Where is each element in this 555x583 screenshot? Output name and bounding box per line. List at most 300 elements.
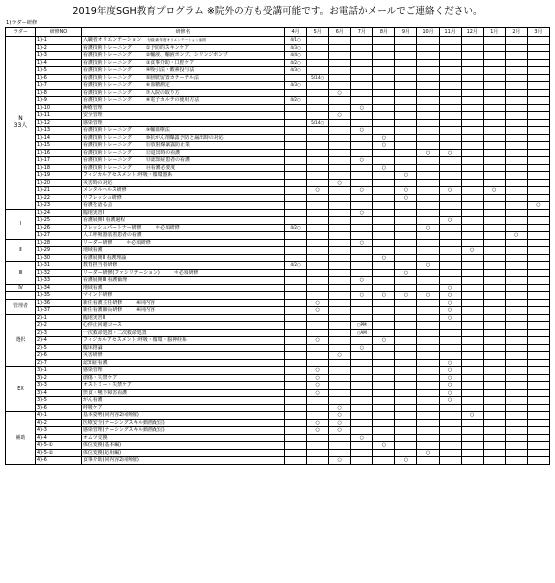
schedule-cell: [329, 292, 351, 300]
schedule-cell: [505, 44, 527, 52]
schedule-cell: [483, 224, 505, 232]
training-number: 1)-36: [36, 299, 82, 307]
schedule-mark: ○: [307, 374, 329, 382]
training-name: [82, 299, 285, 307]
training-title: 看護技術トレーニング: [83, 157, 132, 163]
schedule-cell: [373, 44, 395, 52]
schedule-cell: [417, 359, 439, 367]
schedule-cell: [417, 209, 439, 217]
schedule-cell: [373, 367, 395, 375]
schedule-cell: [351, 142, 373, 150]
schedule-cell: [351, 419, 373, 427]
training-name: [82, 104, 285, 112]
training-name: [82, 344, 285, 352]
schedule-cell: [527, 374, 549, 382]
schedule-cell: [395, 74, 417, 82]
schedule-mark: ○: [307, 337, 329, 345]
schedule-cell: [351, 202, 373, 210]
training-name: [82, 457, 285, 465]
schedule-cell: [351, 44, 373, 52]
schedule-cell: [527, 217, 549, 225]
schedule-cell: [461, 419, 483, 427]
schedule-mark: 4/2○: [285, 97, 307, 105]
schedule-cell: [285, 89, 307, 97]
header-month: 7月: [351, 28, 373, 37]
training-title: オムツ交換: [83, 434, 108, 441]
schedule-cell: [461, 344, 483, 352]
schedule-cell: [483, 89, 505, 97]
schedule-mark: ○: [395, 269, 417, 277]
training-title: 看護技術トレーニング: [83, 67, 132, 73]
schedule-cell: [527, 299, 549, 307]
schedule-cell: [417, 344, 439, 352]
schedule-cell: [417, 382, 439, 390]
schedule-cell: [351, 307, 373, 315]
schedule-cell: [439, 209, 461, 217]
schedule-cell: [373, 224, 395, 232]
schedule-cell: [351, 52, 373, 60]
ladder-level-cell: 補助: [6, 412, 36, 465]
schedule-cell: [395, 157, 417, 165]
schedule-cell: [395, 119, 417, 127]
schedule-cell: [307, 44, 329, 52]
schedule-mark: ○: [395, 187, 417, 195]
training-title: 体位変換(基本編): [83, 442, 122, 448]
schedule-cell: [461, 277, 483, 285]
schedule-cell: [329, 172, 351, 180]
schedule-cell: [505, 224, 527, 232]
schedule-cell: [439, 247, 461, 255]
schedule-mark: ○: [373, 164, 395, 172]
schedule-cell: [329, 209, 351, 217]
schedule-mark: ○: [417, 292, 439, 300]
schedule-cell: [373, 344, 395, 352]
ladder-level-cell: Ⅱ: [6, 239, 36, 262]
schedule-cell: [417, 412, 439, 420]
schedule-cell: [285, 434, 307, 442]
table-row: [6, 337, 550, 345]
schedule-cell: [395, 164, 417, 172]
training-title: 臨床推論: [83, 344, 103, 351]
training-name: [82, 374, 285, 382]
table-row: [6, 89, 550, 97]
schedule-cell: [527, 449, 549, 457]
schedule-cell: [439, 37, 461, 45]
schedule-cell: [417, 277, 439, 285]
training-name: [82, 224, 285, 232]
training-detail: ＊必須研修: [126, 239, 151, 246]
schedule-cell: [505, 67, 527, 75]
schedule-cell: [417, 67, 439, 75]
training-name: [82, 59, 285, 67]
table-row: [6, 352, 550, 360]
schedule-cell: [373, 412, 395, 420]
training-number: 2)-3: [36, 329, 82, 337]
schedule-cell: [329, 382, 351, 390]
training-name: [82, 157, 285, 165]
schedule-cell: [373, 37, 395, 45]
schedule-cell: [373, 179, 395, 187]
table-row: [6, 404, 550, 412]
table-row: [6, 419, 550, 427]
schedule-cell: [373, 217, 395, 225]
training-name: [82, 112, 285, 120]
table-row: [6, 434, 550, 442]
schedule-cell: [285, 112, 307, 120]
schedule-cell: [505, 397, 527, 405]
schedule-mark: ○: [417, 262, 439, 270]
schedule-cell: [483, 404, 505, 412]
schedule-cell: [351, 74, 373, 82]
schedule-cell: [395, 329, 417, 337]
schedule-cell: [395, 449, 417, 457]
schedule-cell: [351, 314, 373, 322]
table-row: [6, 254, 550, 262]
schedule-cell: [527, 224, 549, 232]
schedule-cell: [439, 119, 461, 127]
schedule-cell: [329, 127, 351, 135]
schedule-cell: [373, 427, 395, 435]
schedule-cell: [439, 59, 461, 67]
header-training-name: 研修名: [82, 28, 285, 37]
schedule-cell: [439, 52, 461, 60]
training-number: 3)-5: [36, 397, 82, 405]
schedule-cell: [395, 112, 417, 120]
schedule-cell: [285, 157, 307, 165]
training-name: [82, 367, 285, 375]
schedule-cell: [307, 67, 329, 75]
training-title: 臨地実習Ⅱ: [83, 314, 105, 321]
training-name: [82, 67, 285, 75]
schedule-cell: [417, 127, 439, 135]
schedule-cell: [461, 202, 483, 210]
schedule-cell: [373, 329, 395, 337]
training-number: 2)-6: [36, 352, 82, 360]
training-title: 新任看護主任研修: [83, 299, 123, 306]
training-number: 1)-25: [36, 217, 82, 225]
schedule-cell: [527, 187, 549, 195]
training-detail: ④吸引法・酸素投与法: [145, 67, 195, 73]
schedule-cell: [461, 269, 483, 277]
schedule-mark: ○: [373, 292, 395, 300]
schedule-cell: [461, 442, 483, 450]
schedule-cell: [307, 82, 329, 90]
schedule-cell: [461, 434, 483, 442]
schedule-mark: ○: [351, 157, 373, 165]
training-title: 看護技術トレーニング: [83, 134, 132, 141]
table-row: [6, 314, 550, 322]
table-row: [6, 382, 550, 390]
schedule-cell: [483, 427, 505, 435]
schedule-cell: [373, 209, 395, 217]
schedule-mark: ○: [307, 389, 329, 397]
training-number: 1)-18: [36, 164, 82, 172]
schedule-cell: [329, 74, 351, 82]
schedule-cell: [483, 374, 505, 382]
schedule-cell: [417, 404, 439, 412]
training-name: [82, 164, 285, 172]
training-number: 2)-7: [36, 359, 82, 367]
schedule-cell: [417, 59, 439, 67]
schedule-cell: [285, 187, 307, 195]
schedule-cell: [285, 404, 307, 412]
training-note: 付録:新年度オリエンテーション参照: [147, 38, 206, 42]
schedule-cell: [373, 194, 395, 202]
schedule-cell: [329, 217, 351, 225]
schedule-cell: [395, 44, 417, 52]
schedule-cell: [329, 314, 351, 322]
schedule-cell: [483, 254, 505, 262]
table-row: [6, 112, 550, 120]
schedule-cell: [417, 397, 439, 405]
schedule-cell: [527, 359, 549, 367]
training-number: 1)-19: [36, 172, 82, 180]
table-row: [6, 374, 550, 382]
schedule-cell: [483, 134, 505, 142]
schedule-cell: [285, 412, 307, 420]
schedule-cell: [505, 127, 527, 135]
schedule-cell: [329, 434, 351, 442]
schedule-cell: [483, 389, 505, 397]
schedule-cell: [285, 314, 307, 322]
table-row: [6, 187, 550, 195]
schedule-mark: ○: [461, 412, 483, 420]
schedule-mark: ○: [373, 442, 395, 450]
schedule-cell: [417, 217, 439, 225]
schedule-cell: [307, 59, 329, 67]
training-number: 4)-5-①: [36, 442, 82, 450]
training-name: [82, 419, 285, 427]
schedule-cell: [373, 89, 395, 97]
schedule-cell: [483, 412, 505, 420]
schedule-cell: [351, 359, 373, 367]
schedule-cell: [351, 217, 373, 225]
schedule-cell: [505, 187, 527, 195]
header-month: 3月: [527, 28, 549, 37]
schedule-cell: [461, 449, 483, 457]
schedule-cell: [351, 299, 373, 307]
schedule-cell: [285, 172, 307, 180]
training-detail: ③食事介助・口腔ケア: [145, 59, 195, 66]
schedule-cell: [461, 37, 483, 45]
training-number: 1)-14: [36, 134, 82, 142]
schedule-cell: [351, 449, 373, 457]
schedule-cell: [483, 337, 505, 345]
schedule-cell: [373, 449, 395, 457]
schedule-cell: [307, 232, 329, 240]
schedule-cell: [307, 209, 329, 217]
schedule-cell: [417, 284, 439, 292]
schedule-mark: ○: [329, 112, 351, 120]
schedule-cell: [373, 322, 395, 330]
training-name: [82, 382, 285, 390]
schedule-cell: [527, 149, 549, 157]
schedule-cell: [483, 67, 505, 75]
schedule-cell: [439, 89, 461, 97]
schedule-cell: [417, 119, 439, 127]
schedule-cell: [483, 277, 505, 285]
schedule-cell: [351, 164, 373, 172]
training-detail: ②輸液、輸液ポンプ、シリンジポンプ: [145, 52, 228, 58]
schedule-cell: [285, 449, 307, 457]
schedule-cell: [527, 442, 549, 450]
schedule-cell: [307, 329, 329, 337]
training-title: メンタルヘルス研修: [83, 187, 127, 193]
schedule-cell: [329, 367, 351, 375]
training-title: フィジカルアセスメント:呼吸・循環器系: [83, 172, 173, 178]
schedule-cell: [527, 67, 549, 75]
training-number: 3)-2: [36, 374, 82, 382]
schedule-cell: [307, 157, 329, 165]
schedule-cell: [527, 337, 549, 345]
schedule-mark: ○: [307, 419, 329, 427]
schedule-cell: [461, 254, 483, 262]
training-title: 人工呼吸器装着患者の看護: [83, 232, 142, 238]
schedule-cell: [527, 59, 549, 67]
training-number: 4)-1: [36, 412, 82, 420]
schedule-cell: [483, 194, 505, 202]
training-name: [82, 262, 285, 270]
schedule-cell: [351, 382, 373, 390]
schedule-mark: ○: [439, 292, 461, 300]
schedule-cell: [395, 134, 417, 142]
schedule-cell: [351, 119, 373, 127]
schedule-cell: [351, 112, 373, 120]
table-row: [6, 179, 550, 187]
schedule-cell: [351, 97, 373, 105]
schedule-cell: [461, 224, 483, 232]
schedule-cell: [285, 359, 307, 367]
schedule-cell: [395, 442, 417, 450]
schedule-cell: [439, 179, 461, 187]
training-name: [82, 37, 285, 45]
schedule-mark: ○: [373, 142, 395, 150]
training-detail: ⑪放射線暴露防止業: [145, 142, 190, 148]
schedule-cell: [329, 142, 351, 150]
schedule-cell: [417, 37, 439, 45]
training-name: [82, 74, 285, 82]
training-number: 4)-5-②: [36, 449, 82, 457]
schedule-cell: [461, 337, 483, 345]
schedule-cell: [505, 97, 527, 105]
schedule-cell: [307, 262, 329, 270]
schedule-cell: [505, 442, 527, 450]
schedule-cell: [351, 367, 373, 375]
schedule-mark: ○: [439, 367, 461, 375]
schedule-cell: [527, 277, 549, 285]
training-detail: ※同内容: [136, 307, 155, 313]
schedule-cell: [395, 254, 417, 262]
schedule-cell: [505, 277, 527, 285]
schedule-cell: [439, 457, 461, 465]
schedule-cell: [505, 322, 527, 330]
training-name: [82, 119, 285, 127]
schedule-cell: [307, 164, 329, 172]
training-title: 地域看護: [83, 247, 103, 253]
schedule-cell: [417, 374, 439, 382]
training-name: [82, 352, 285, 360]
schedule-cell: [483, 74, 505, 82]
schedule-cell: [395, 352, 417, 360]
schedule-cell: [329, 59, 351, 67]
header-month: 6月: [329, 28, 351, 37]
schedule-cell: [351, 247, 373, 255]
schedule-cell: [505, 142, 527, 150]
schedule-cell: [373, 232, 395, 240]
training-detail: ＊必須研修: [155, 224, 180, 231]
schedule-mark: ○: [439, 187, 461, 195]
schedule-cell: [329, 224, 351, 232]
schedule-cell: [285, 329, 307, 337]
schedule-cell: [461, 292, 483, 300]
schedule-cell: [483, 419, 505, 427]
schedule-cell: [329, 247, 351, 255]
schedule-cell: [307, 254, 329, 262]
schedule-cell: [527, 307, 549, 315]
schedule-mark: ○: [329, 419, 351, 427]
schedule-cell: [285, 104, 307, 112]
table-row: [6, 292, 550, 300]
schedule-cell: [417, 104, 439, 112]
schedule-cell: [439, 449, 461, 457]
training-number: 1)-8: [36, 89, 82, 97]
schedule-cell: [461, 157, 483, 165]
training-title: 一次救命処置・二次救命処置: [83, 329, 147, 336]
schedule-cell: [395, 344, 417, 352]
schedule-cell: [417, 172, 439, 180]
training-detail: ⑤膀胱留置カテーテル法: [145, 74, 199, 81]
schedule-cell: [307, 239, 329, 247]
schedule-cell: [483, 292, 505, 300]
training-number: 1)-2: [36, 44, 82, 52]
schedule-cell: [373, 374, 395, 382]
schedule-cell: [329, 337, 351, 345]
schedule-cell: [285, 134, 307, 142]
schedule-cell: [285, 442, 307, 450]
schedule-mark: ○: [351, 434, 373, 442]
table-row: [6, 307, 550, 315]
table-row: [6, 247, 550, 255]
schedule-cell: [285, 119, 307, 127]
schedule-cell: [439, 404, 461, 412]
schedule-cell: [307, 217, 329, 225]
schedule-cell: [461, 104, 483, 112]
schedule-cell: [395, 232, 417, 240]
schedule-cell: [307, 127, 329, 135]
header-training-no: 研修NO: [36, 28, 82, 37]
schedule-cell: [329, 52, 351, 60]
schedule-cell: [307, 344, 329, 352]
schedule-cell: [439, 239, 461, 247]
schedule-cell: [395, 314, 417, 322]
schedule-cell: [307, 434, 329, 442]
training-detail: ＊必須研修: [173, 269, 199, 276]
schedule-cell: [505, 37, 527, 45]
schedule-cell: [439, 352, 461, 360]
training-name: [82, 434, 285, 442]
schedule-cell: [351, 389, 373, 397]
training-title: 医療安全(ナーシングスキル動画配信): [83, 419, 165, 426]
schedule-cell: [461, 89, 483, 97]
schedule-cell: [483, 202, 505, 210]
schedule-cell: [483, 52, 505, 60]
schedule-mark: ○: [307, 307, 329, 315]
header-month: 12月: [461, 28, 483, 37]
schedule-cell: [285, 194, 307, 202]
schedule-cell: [505, 367, 527, 375]
schedule-cell: [483, 457, 505, 465]
schedule-cell: [505, 344, 527, 352]
